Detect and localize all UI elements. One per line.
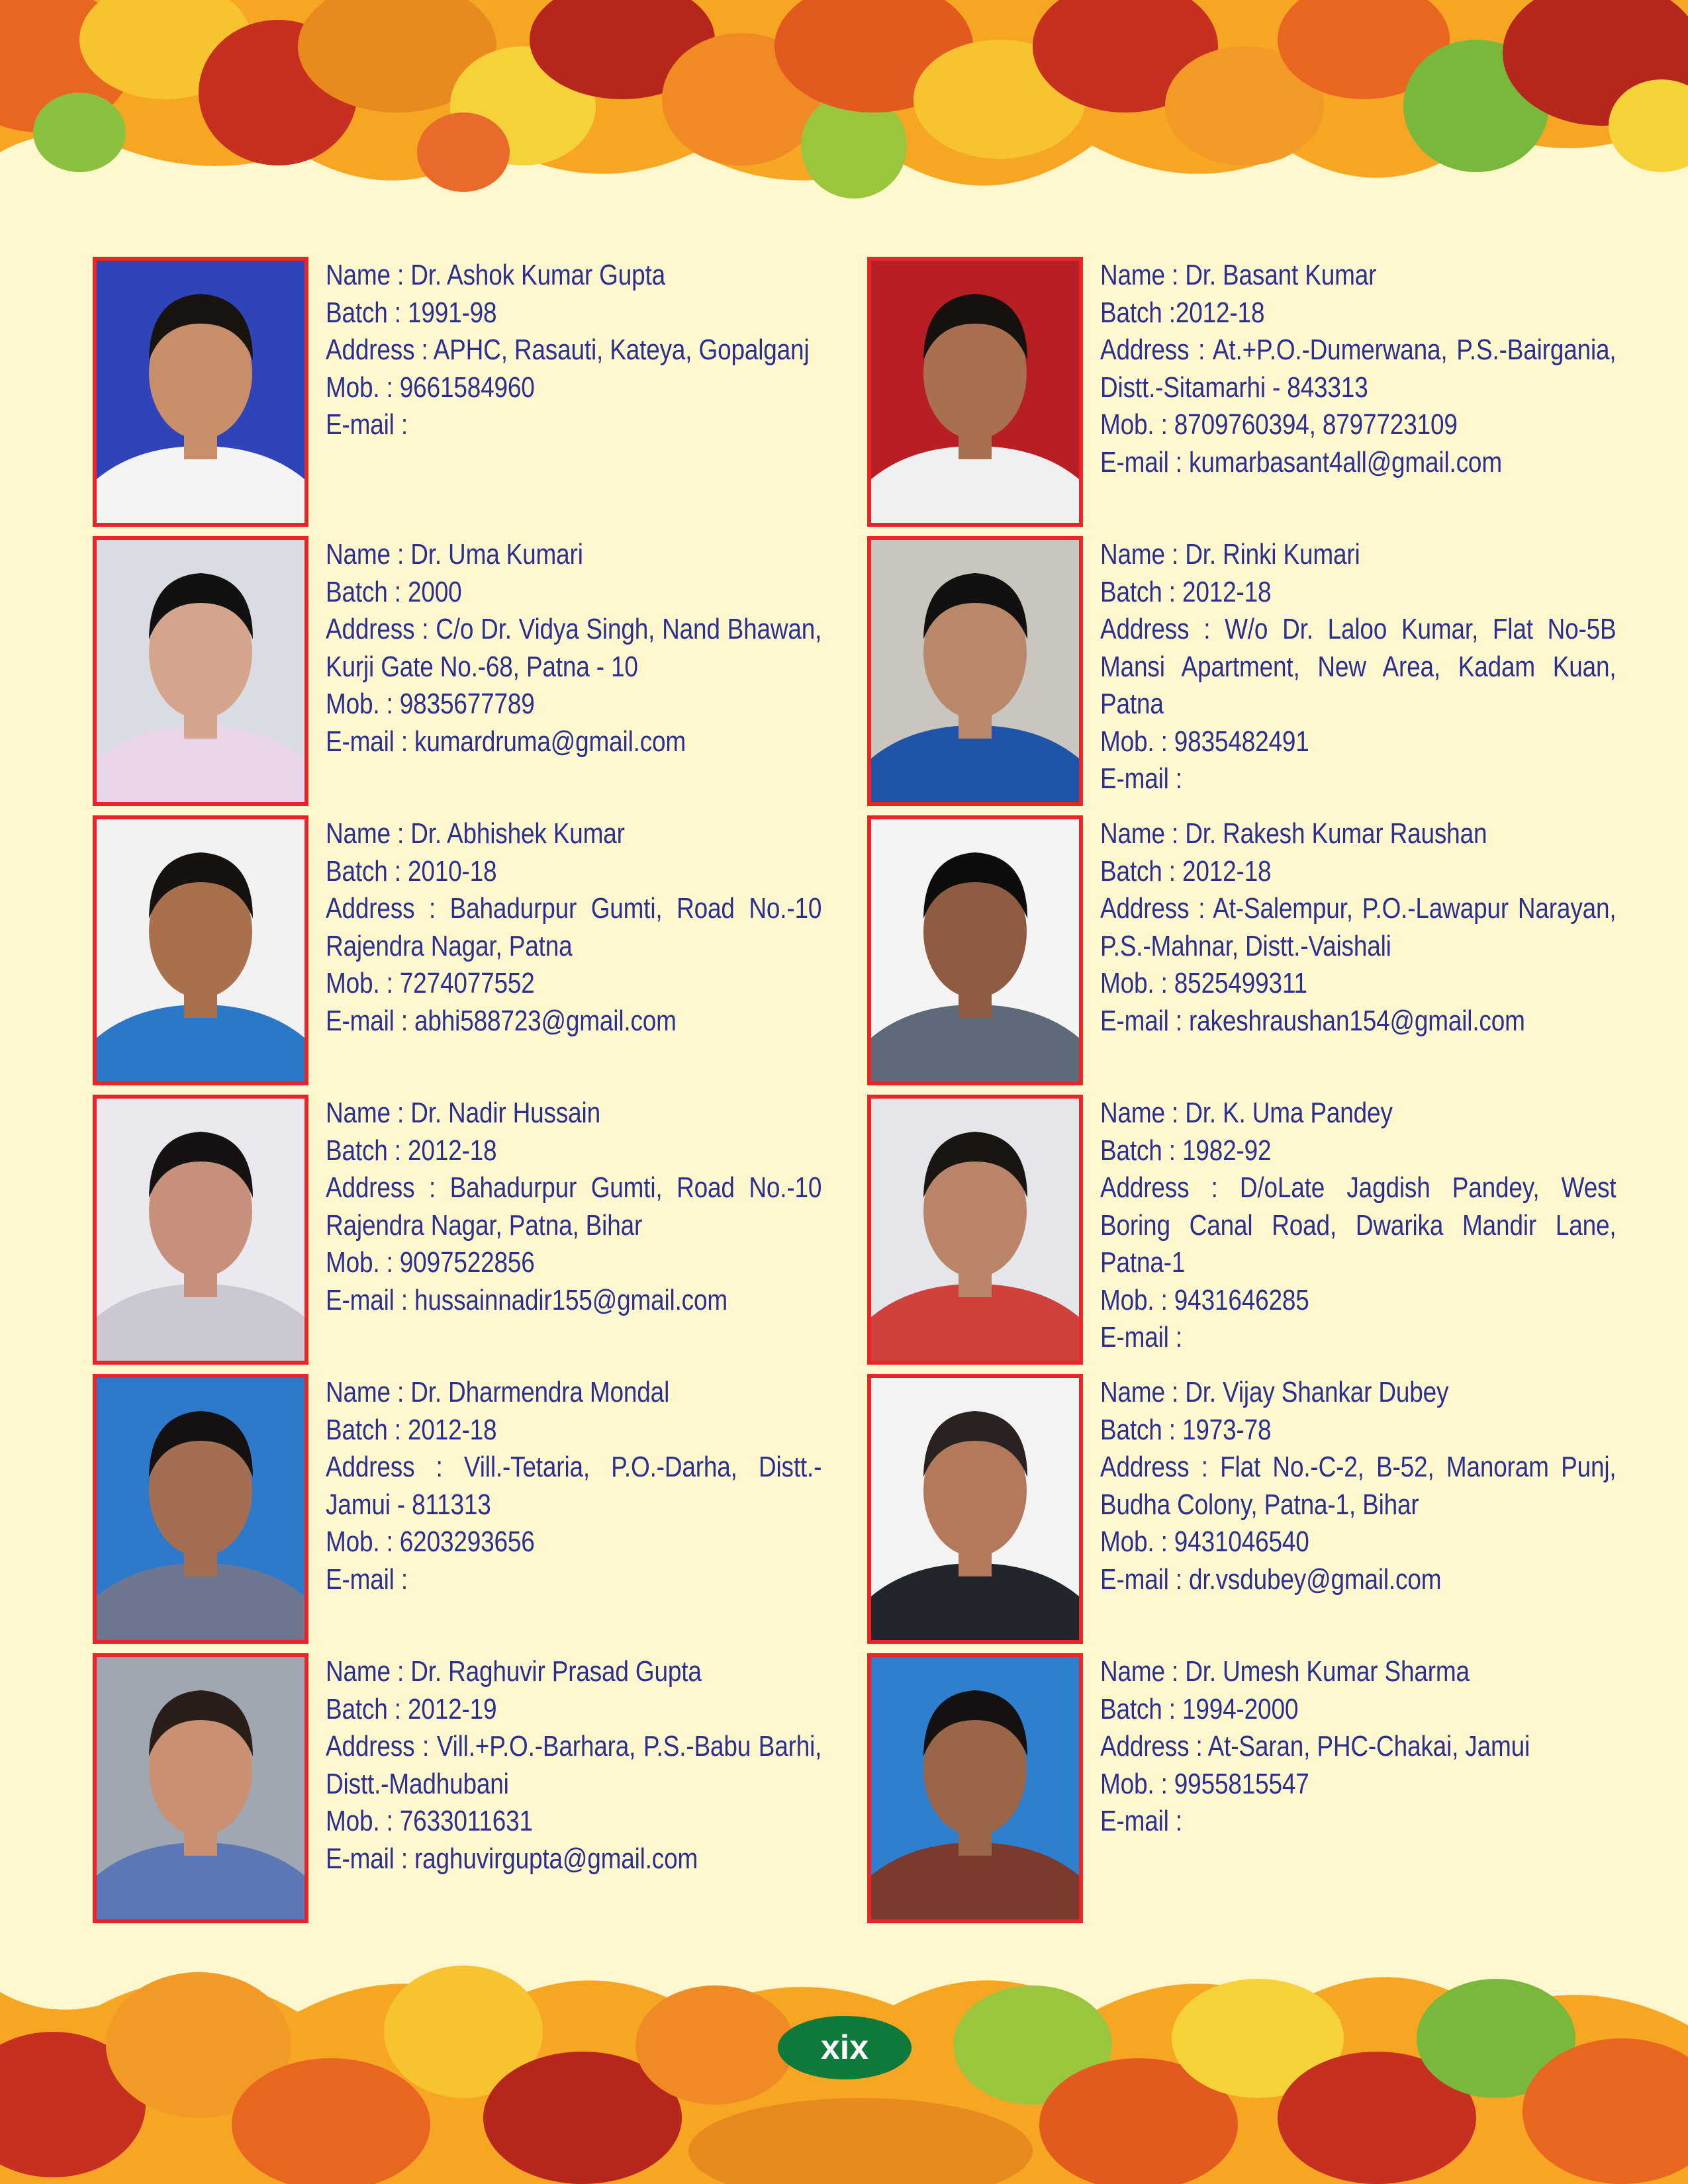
member-address: Address : At-Salempur, P.O.-Lawapur Narayan, P.S.-Mahnar, Distt.-Vaishali	[1100, 892, 1617, 962]
member-mobile: Mob. : 9097522856	[326, 1246, 535, 1279]
member-address: Address : C/o Dr. Vidya Singh, Nand Bhawan, Kurji Gate No.-68, Patna - 10	[326, 613, 822, 683]
member-info	[326, 1653, 821, 1878]
member-batch: Batch : 2012-19	[326, 1692, 497, 1725]
member-batch: Batch : 1973-78	[1100, 1413, 1272, 1446]
member-batch: Batch : 2012-18	[326, 1134, 497, 1167]
person-portrait-icon	[871, 540, 1079, 802]
member-email: E-mail : rakeshraushan154@gmail.com	[1100, 1004, 1525, 1037]
member-mobile: Mob. : 9835677789	[326, 688, 535, 720]
member-address: Address : At-Saran, PHC-Chakai, Jamui	[1100, 1730, 1530, 1762]
member-batch: Batch : 2012-18	[1100, 575, 1272, 608]
member-email: E-mail : raghuvirgupta@gmail.com	[326, 1842, 698, 1875]
member-address: Address : Bahadurpur Gumti, Road No.-10 Rajendra Nagar, Patna, Bihar	[326, 1171, 822, 1242]
member-email: E-mail : abhi588723@gmail.com	[326, 1004, 677, 1037]
member-mobile: Mob. : 7633011631	[326, 1805, 533, 1837]
top-autumn-leaves-border	[0, 0, 1688, 218]
member-batch: Batch : 2012-18	[326, 1413, 497, 1446]
person-portrait-icon	[871, 1657, 1079, 1919]
member-address: Address : Vill.-Tetaria, P.O.-Darha, Distt.-Jamui - 811313	[326, 1451, 822, 1521]
member-email: E-mail :	[1100, 1321, 1182, 1353]
member-address: Address : W/o Dr. Laloo Kumar, Flat No-5B Mansi Apartment, New Area, Kadam Kuan, Patna	[1100, 613, 1617, 720]
person-portrait-icon	[871, 261, 1079, 523]
member-address: Address : APHC, Rasauti, Kateya, Gopalganj	[326, 334, 810, 366]
member-info	[1100, 1374, 1617, 1598]
member-info	[326, 1374, 821, 1598]
member-info	[1100, 815, 1617, 1040]
member-address: Address : At.+P.O.-Dumerwana, P.S.-Bairgania, Distt.-Sitamarhi - 843313	[1100, 334, 1617, 404]
member-address: Address : D/oLate Jagdish Pandey, West Boring Canal Road, Dwarika Mandir Lane, Patna-1	[1100, 1171, 1617, 1279]
member-batch: Batch : 1991-98	[326, 296, 497, 329]
member-batch: Batch :2012-18	[1100, 296, 1265, 329]
member-address: Address : Flat No.-C-2, B-52, Manoram Punj, Budha Colony, Patna-1, Bihar	[1100, 1451, 1617, 1521]
member-mobile: Mob. : 9955815547	[1100, 1767, 1309, 1800]
member-info	[326, 1095, 821, 1319]
member-email: E-mail :	[326, 1563, 408, 1596]
person-portrait-icon	[871, 819, 1079, 1081]
member-name: Name : Dr. Uma Kumari	[326, 538, 583, 570]
member-name: Name : Dr. Vijay Shankar Dubey	[1100, 1376, 1449, 1408]
person-portrait-icon	[871, 1378, 1079, 1640]
member-card	[867, 1374, 1617, 1653]
person-portrait-icon	[97, 1099, 305, 1361]
member-name: Name : Dr. Rinki Kumari	[1100, 538, 1360, 570]
member-card	[867, 536, 1617, 815]
member-photo	[867, 257, 1083, 527]
member-card	[93, 815, 867, 1095]
member-batch: Batch : 1982-92	[1100, 1134, 1272, 1167]
member-photo	[93, 1374, 308, 1644]
person-portrait-icon	[871, 1099, 1079, 1361]
member-name: Name : Dr. Abhishek Kumar	[326, 817, 625, 850]
member-name: Name : Dr. Raghuvir Prasad Gupta	[326, 1655, 702, 1688]
member-card	[867, 257, 1617, 536]
person-portrait-icon	[97, 819, 305, 1081]
member-name: Name : Dr. Ashok Kumar Gupta	[326, 259, 665, 291]
member-info	[326, 815, 821, 1040]
member-address: Address : Bahadurpur Gumti, Road No.-10 Rajendra Nagar, Patna	[326, 892, 822, 962]
member-batch: Batch : 2012-18	[1100, 854, 1272, 887]
member-photo	[867, 815, 1083, 1085]
member-info	[1100, 257, 1617, 481]
member-info	[326, 257, 821, 444]
member-email: E-mail : kumardruma@gmail.com	[326, 725, 686, 758]
member-photo	[867, 1653, 1083, 1923]
member-name: Name : Dr. Basant Kumar	[1100, 259, 1377, 291]
member-name: Name : Dr. K. Uma Pandey	[1100, 1097, 1393, 1129]
member-card	[867, 1653, 1595, 1933]
member-card	[867, 815, 1617, 1095]
member-email: E-mail : hussainnadir155@gmail.com	[326, 1283, 728, 1316]
member-grid	[93, 257, 1617, 1925]
member-photo	[867, 1095, 1083, 1365]
member-mobile: Mob. : 9431046540	[1100, 1525, 1309, 1558]
member-mobile: Mob. : 6203293656	[326, 1525, 535, 1558]
member-photo	[867, 1374, 1083, 1644]
member-photo	[867, 536, 1083, 806]
person-portrait-icon	[97, 261, 305, 523]
member-mobile: Mob. : 9431646285	[1100, 1283, 1309, 1316]
member-photo	[93, 257, 308, 527]
member-photo	[93, 1653, 308, 1923]
member-mobile: Mob. : 8709760394, 8797723109	[1100, 408, 1458, 441]
member-email: E-mail :	[1100, 762, 1182, 795]
member-email: E-mail : dr.vsdubey@gmail.com	[1100, 1563, 1442, 1596]
member-card	[93, 1095, 867, 1374]
page-number-badge: xix	[778, 2016, 912, 2079]
member-card	[867, 1095, 1617, 1374]
member-info	[326, 536, 821, 760]
member-card	[93, 536, 867, 815]
member-email: E-mail : kumarbasant4all@gmail.com	[1100, 445, 1502, 478]
member-email: E-mail :	[1100, 1805, 1182, 1837]
member-name: Name : Dr. Nadir Hussain	[326, 1097, 600, 1129]
member-mobile: Mob. : 9661584960	[326, 371, 535, 404]
person-portrait-icon	[97, 1378, 305, 1640]
member-card	[93, 257, 867, 536]
person-portrait-icon	[97, 540, 305, 802]
member-info	[1100, 1653, 1617, 1841]
member-mobile: Mob. : 7274077552	[326, 967, 535, 999]
member-photo	[93, 815, 308, 1085]
member-name: Name : Dr. Dharmendra Mondal	[326, 1376, 670, 1408]
member-batch: Batch : 2010-18	[326, 854, 497, 887]
member-address: Address : Vill.+P.O.-Barhara, P.S.-Babu Barhi, Distt.-Madhubani	[326, 1730, 822, 1800]
member-photo	[93, 1095, 308, 1365]
member-mobile: Mob. : 8525499311	[1100, 967, 1307, 999]
member-batch: Batch : 2000	[326, 575, 462, 608]
member-info	[1100, 536, 1617, 798]
member-name: Name : Dr. Rakesh Kumar Raushan	[1100, 817, 1487, 850]
person-portrait-icon	[97, 1657, 305, 1919]
member-card	[93, 1653, 867, 1933]
member-batch: Batch : 1994-2000	[1100, 1692, 1299, 1725]
member-email: E-mail :	[326, 408, 408, 441]
member-name: Name : Dr. Umesh Kumar Sharma	[1100, 1655, 1470, 1688]
member-mobile: Mob. : 9835482491	[1100, 725, 1309, 758]
member-info	[1100, 1095, 1617, 1357]
member-card	[93, 1374, 867, 1653]
member-photo	[93, 536, 308, 806]
